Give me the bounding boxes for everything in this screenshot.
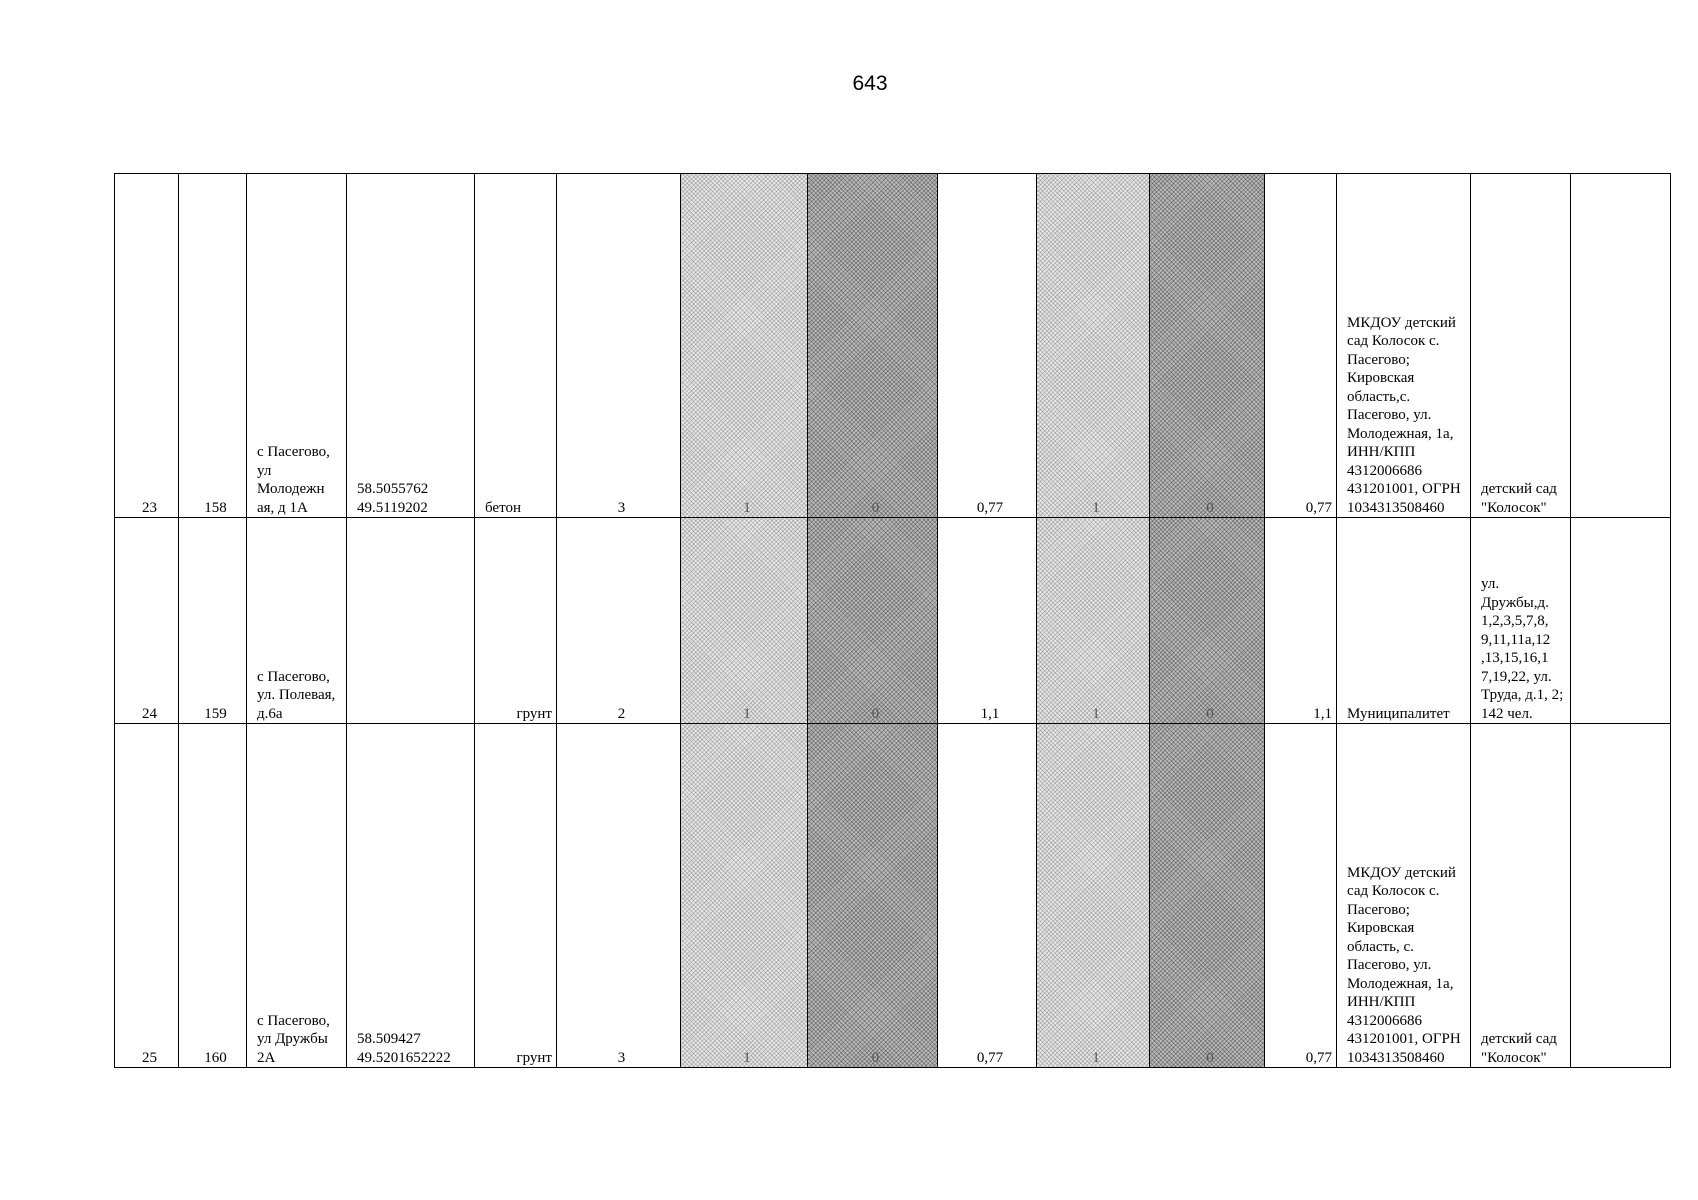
container-count-cell: 0 — [808, 174, 938, 518]
container-count-cell: 0 — [808, 518, 938, 724]
owner-cell: МКДОУ детский сад Колосок с. Пасегово; Кировская область,с. Пасегово, ул. Молодежная, 1а, ИНН/КПП 4312006686 431201001, ОГРН 1034313508460 — [1337, 174, 1471, 518]
registry-number-cell: 159 — [179, 518, 247, 724]
container-count-cell: 1 — [1037, 724, 1150, 1068]
waste-source-cell: детский сад "Колосок" — [1471, 174, 1571, 518]
volume-cell: 0,77 — [938, 174, 1037, 518]
volume-cell: 0,77 — [1265, 724, 1337, 1068]
surface-cell: бетон — [475, 174, 557, 518]
container-count-cell: 1 — [1037, 518, 1150, 724]
surface-cell: грунт — [475, 724, 557, 1068]
registry-number-cell: 160 — [179, 724, 247, 1068]
coordinates-cell: 58.5055762 49.5119202 — [347, 174, 475, 518]
container-count-cell: 1 — [681, 724, 808, 1068]
volume-cell: 1,1 — [938, 518, 1037, 724]
volume-cell: 1,1 — [1265, 518, 1337, 724]
area-cell: 2 — [557, 518, 681, 724]
row-number-cell: 24 — [115, 518, 179, 724]
surface-cell: грунт — [475, 518, 557, 724]
note-cell — [1571, 724, 1671, 1068]
coordinates-cell: 58.509427 49.5201652222 — [347, 724, 475, 1068]
waste-source-cell: детский сад "Колосок" — [1471, 724, 1571, 1068]
page-number: 643 — [852, 72, 888, 95]
table-row — [115, 518, 1671, 724]
container-count-cell: 1 — [681, 518, 808, 724]
container-count-cell: 0 — [1150, 518, 1265, 724]
container-count-cell: 0 — [1150, 724, 1265, 1068]
owner-cell: Муниципалитет — [1337, 518, 1471, 724]
coordinates-cell — [347, 518, 475, 724]
table-row — [115, 174, 1671, 518]
container-count-cell: 0 — [1150, 174, 1265, 518]
address-cell: с Пасегово, ул. Полевая, д.6а — [247, 518, 347, 724]
area-cell: 3 — [557, 724, 681, 1068]
table-row — [115, 724, 1671, 1068]
volume-cell: 0,77 — [938, 724, 1037, 1068]
address-cell: с Пасегово, ул Молодежн ая, д 1А — [247, 174, 347, 518]
note-cell — [1571, 518, 1671, 724]
container-count-cell: 1 — [681, 174, 808, 518]
area-cell: 3 — [557, 174, 681, 518]
registry-table — [114, 173, 1671, 1068]
note-cell — [1571, 174, 1671, 518]
row-number-cell: 23 — [115, 174, 179, 518]
volume-cell: 0,77 — [1265, 174, 1337, 518]
waste-source-cell: ул. Дружбы,д. 1,2,3,5,7,8, 9,11,11а,12 ,13,15,16,1 7,19,22, ул. Труда, д.1, 2; 142 чел. — [1471, 518, 1571, 724]
owner-cell: МКДОУ детский сад Колосок с. Пасегово; Кировская область, с. Пасегово, ул. Молодежная, 1а, ИНН/КПП 4312006686 431201001, ОГРН 1034313508460 — [1337, 724, 1471, 1068]
container-count-cell: 1 — [1037, 174, 1150, 518]
address-cell: с Пасегово, ул Дружбы 2А — [247, 724, 347, 1068]
container-count-cell: 0 — [808, 724, 938, 1068]
row-number-cell: 25 — [115, 724, 179, 1068]
registry-number-cell: 158 — [179, 174, 247, 518]
